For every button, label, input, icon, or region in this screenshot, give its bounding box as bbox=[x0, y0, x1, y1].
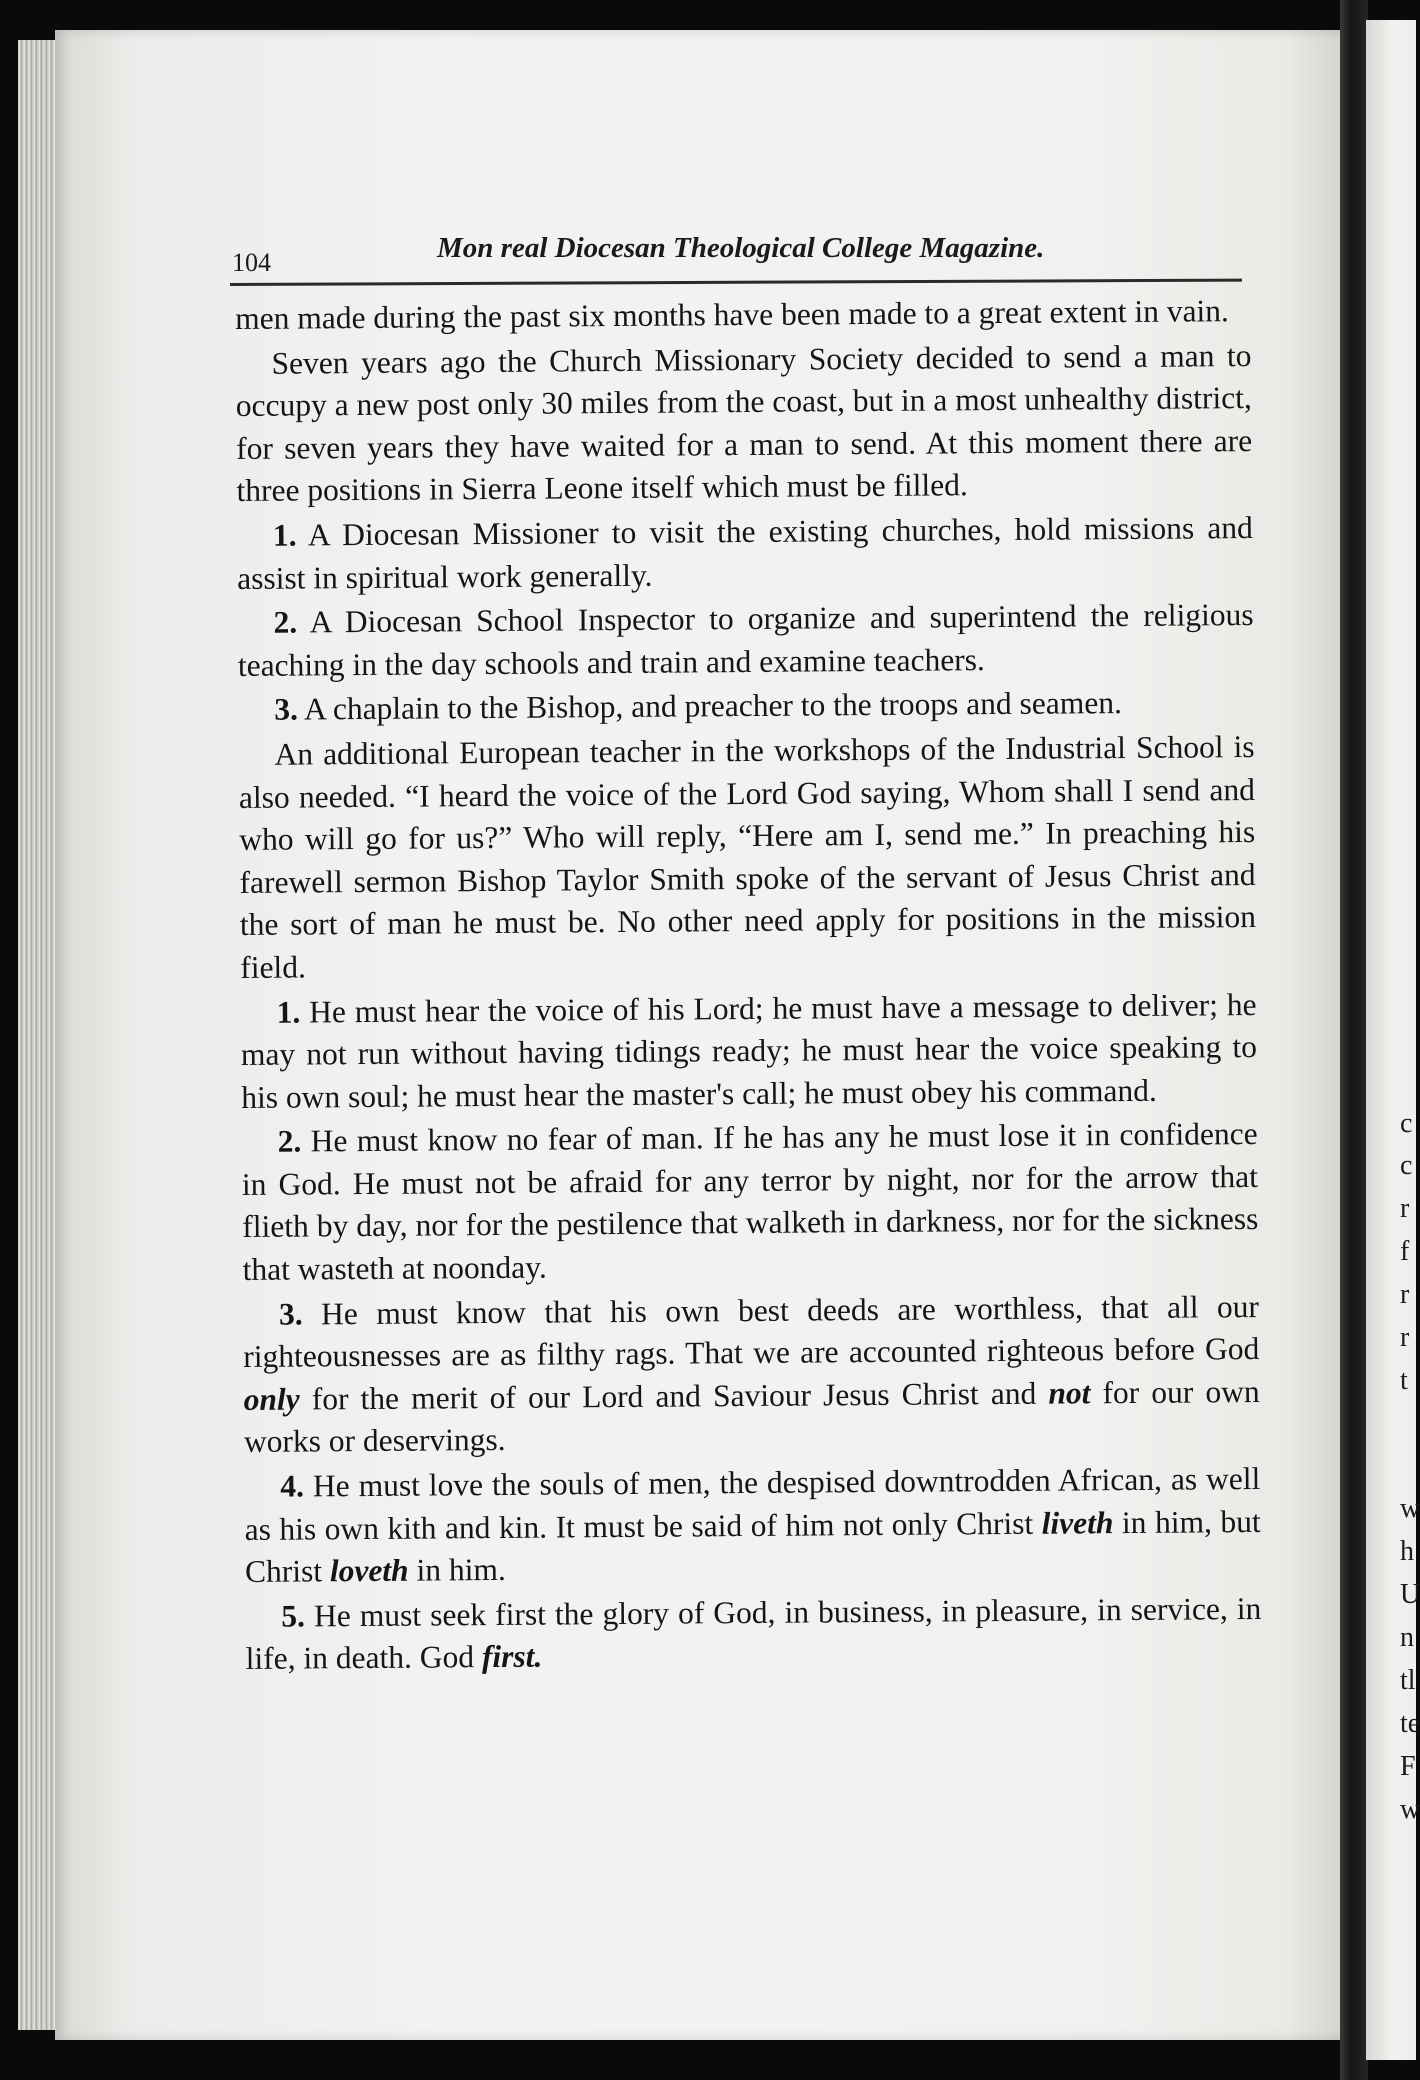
item-number: 4. bbox=[280, 1468, 305, 1504]
adjacent-letter: w bbox=[1400, 1794, 1420, 1825]
item-text: for our own works or deservings. bbox=[243, 1373, 1260, 1460]
item-text: in him. bbox=[408, 1552, 506, 1588]
paragraph: An additional European teacher in the workshops of the Industrial School is also needed. “I heard the voice of the Lord God saying, Whom shall I send and who will go for us?” Who will reply, “Here am I, send me.” In preaching his farewell sermon Bishop Taylor Smith spoke of the servant of Jesus Christ and the sort of man he must be. No other need apply for positions in the mission field. bbox=[238, 728, 1257, 985]
emphasis: liveth bbox=[1041, 1504, 1114, 1541]
item-text: A chaplain to the Bishop, and preacher to the troops and seamen. bbox=[303, 685, 1123, 727]
item-text: He must know no fear of man. If he has any he must lose it in confidence in God. He must not be afraid for any terror by night, nor for the arrow that flieth by day, nor for the pestilence that walketh in darkness, nor for the sickness that wasteth at noonday. bbox=[241, 1116, 1259, 1288]
paragraph: men made during the past six months have been made to a great extent in vain. bbox=[235, 293, 1229, 336]
adjacent-letter: t bbox=[1400, 1365, 1408, 1396]
item-text: He must seek first the glory of God, in business, in pleasure, in service, in life, in death. God bbox=[245, 1590, 1262, 1677]
adjacent-letter: r bbox=[1400, 1322, 1410, 1353]
quality-item bbox=[241, 1113, 1258, 1291]
adjacent-letter: U bbox=[1400, 1579, 1420, 1610]
item-text: He must love the souls of men, the despised downtrodden African, as well as his own kith and kin. It must be said of him not only Christ bbox=[244, 1461, 1261, 1547]
adjacent-letter: c bbox=[1400, 1150, 1413, 1181]
item-text: A Diocesan Missioner to visit the existing churches, hold missions and assist in spiritual work generally. bbox=[237, 509, 1253, 596]
emphasis: not bbox=[1048, 1375, 1091, 1411]
position-item bbox=[237, 507, 1254, 600]
item-number: 3. bbox=[274, 691, 298, 728]
item-number: 2. bbox=[273, 604, 298, 640]
adjacent-letter: tl bbox=[1400, 1665, 1416, 1696]
quality-item bbox=[243, 1286, 1260, 1464]
item-text: He must know that his own best deeds are worthless, that all our righteousnesses are as filthy rags. That we are accounted righteous before God bbox=[243, 1288, 1260, 1375]
quality-item bbox=[245, 1588, 1262, 1681]
adjacent-letter: c bbox=[1400, 1108, 1413, 1139]
item-text: in him, but Christ bbox=[244, 1503, 1261, 1590]
item-text: A Diocesan School Inspector to organize and superintend the religious teaching in the day schools and train and examine teachers. bbox=[237, 597, 1254, 683]
quality-item bbox=[240, 983, 1257, 1119]
item-number: 5. bbox=[281, 1598, 306, 1634]
item-text: for the merit of our Lord and Saviour Jesus Christ and bbox=[299, 1375, 1049, 1417]
position-item bbox=[237, 594, 1254, 687]
adjacent-letter: r bbox=[1400, 1193, 1410, 1224]
adjacent-letter: w bbox=[1400, 1493, 1420, 1524]
item-number: 1. bbox=[276, 994, 301, 1030]
adjacent-letter: n bbox=[1400, 1622, 1414, 1653]
position-item bbox=[238, 681, 1254, 732]
item-number: 1. bbox=[272, 517, 297, 553]
book-gutter bbox=[1340, 0, 1368, 2080]
item-number: 2. bbox=[277, 1123, 302, 1159]
adjacent-letter: f bbox=[1400, 1236, 1410, 1267]
adjacent-letter: te bbox=[1400, 1708, 1420, 1739]
adjacent-letter: r bbox=[1400, 1279, 1410, 1310]
article-body bbox=[235, 290, 1262, 1683]
adjacent-letter: F bbox=[1400, 1751, 1416, 1782]
emphasis: loveth bbox=[329, 1552, 409, 1589]
emphasis: first. bbox=[481, 1639, 543, 1675]
page-number: 104 bbox=[232, 248, 271, 277]
item-number: 3. bbox=[278, 1296, 303, 1332]
emphasis: only bbox=[243, 1381, 300, 1417]
quality-item bbox=[244, 1458, 1261, 1594]
item-text: He must hear the voice of his Lord; he must have a message to deliver; he may not run without having tidings ready; he must hear the voice speaking to his own soul; he must hear the master's call; he must obey his command. bbox=[240, 986, 1258, 1115]
adjacent-letter: h bbox=[1400, 1536, 1414, 1567]
journal-title: Mon real Diocesan Theological College Magazine. bbox=[437, 232, 1045, 264]
paragraph: Seven years ago the Church Missionary Society decided to send a man to occupy a new post only 30 miles from the coast, but in a most unhealthy district, for seven years they have waited for a man to send. At this moment there are three positions in Sierra Leone itself which must be filled. bbox=[235, 337, 1253, 509]
